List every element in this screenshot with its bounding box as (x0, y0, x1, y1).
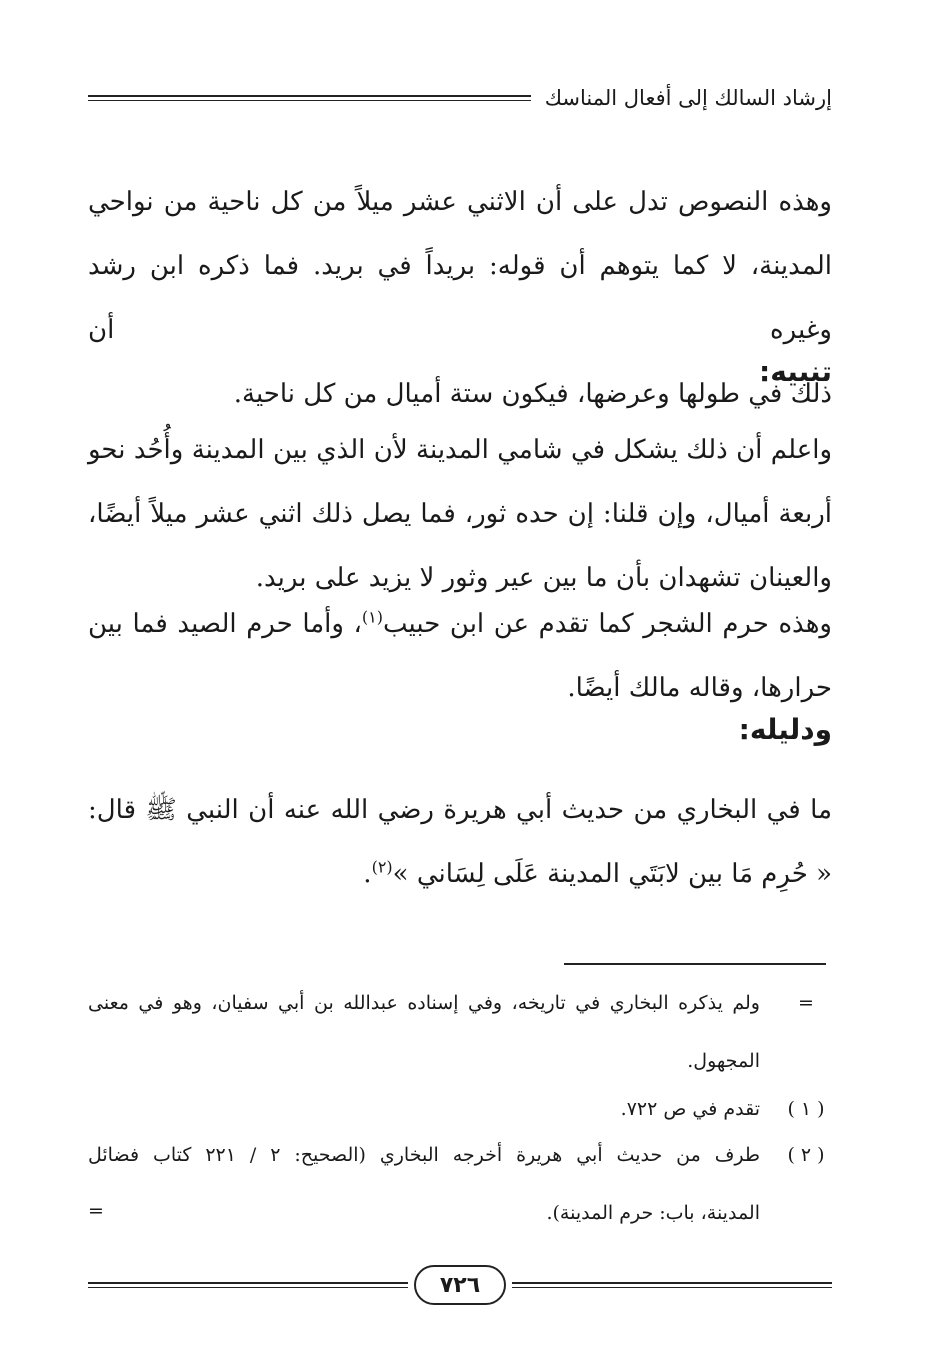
paragraph-line: واعلم أن ذلك يشكل في شامي المدينة لأن الذي بين المدينة وأُحُد نحو (88, 435, 832, 465)
running-header (88, 78, 832, 118)
page-footer (88, 1262, 832, 1308)
footnote-line: تقدم في ص ٧٢٢. (620, 1098, 760, 1120)
heading-tanbih: تنبيه: (759, 355, 832, 388)
footnote-separator (564, 963, 826, 965)
footer-rule (512, 1282, 832, 1288)
paragraph-line: ما في البخاري من حديث أبي هريرة رضي الله عنه أن النبي ﷺ قال: (88, 795, 832, 825)
paragraph-line: والعينان تشهدان بأن ما بين عير وثور لا يزيد على بريد. (255, 563, 832, 593)
footnote-continuation-mark: = (798, 992, 814, 1014)
footnote-number: ( ٢ ) (787, 1144, 825, 1166)
hadith-quote: « حُرِم مَا بين لابَتَي المدينة عَلَى لِسَاني » (392, 859, 832, 889)
footnote-ref-1[interactable]: (١) (361, 607, 384, 627)
footnote-line: المدينة، باب: حرم المدينة). (546, 1202, 760, 1224)
footnote-line: ولم يذكره البخاري في تاريخه، وفي إسناده عبدالله بن أبي سفيان، وهو في معنى (88, 992, 760, 1014)
paragraph-line (88, 592, 832, 656)
paragraph-line: أربعة أميال، وإن قلنا: إن حده ثور، فما يصل ذلك اثني عشر ميلاً أيضًا، (88, 499, 832, 529)
footnote-continued (88, 974, 826, 1090)
footnote-2 (88, 1126, 826, 1242)
footnote-continuation-mark: = (88, 1200, 104, 1222)
heading-dalil: ودليله: (738, 713, 832, 746)
paragraph-line: ذلك في طولها وعرضها، فيكون ستة أميال من كل ناحية. (233, 379, 832, 409)
sentence-end: . (363, 859, 372, 889)
footnote-ref-2[interactable]: (٢) (371, 857, 393, 877)
paragraph-text: ، وأما حرم الصيد فما بين (88, 609, 362, 639)
paragraph-4 (88, 778, 832, 906)
paragraph-line: المدينة، لا كما يتوهم أن قوله: بريداً في بريد. فما ذكره ابن رشد وغيره أن (88, 251, 832, 345)
header-rule (88, 95, 531, 101)
footnote-text (88, 974, 760, 1090)
paragraph-line: وهذه النصوص تدل على أن الاثني عشر ميلاً من كل ناحية من نواحي (88, 187, 832, 217)
hadith-quote-line (88, 842, 832, 906)
footnote-text (88, 1126, 760, 1242)
footnote-line: المجهول. (687, 1050, 760, 1072)
paragraph-text: وهذه حرم الشجر كما تقدم عن ابن حبيب (383, 609, 832, 639)
footnote-number: ( ١ ) (787, 1098, 825, 1120)
footer-rule (88, 1282, 408, 1288)
paragraph-line: حرارها، وقاله مالك أيضًا. (567, 673, 832, 703)
header-title: إرشاد السالك إلى أفعال المناسك (544, 86, 832, 110)
page-number: ٧٢٦ (414, 1265, 506, 1305)
paragraph-3 (88, 592, 832, 720)
paragraph-1 (88, 170, 832, 426)
paragraph-2 (88, 418, 832, 610)
footnote-line: طرف من حديث أبي هريرة أخرجه البخاري (الصحيح: ٢ / ٢٢١ كتاب فضائل (88, 1144, 760, 1166)
